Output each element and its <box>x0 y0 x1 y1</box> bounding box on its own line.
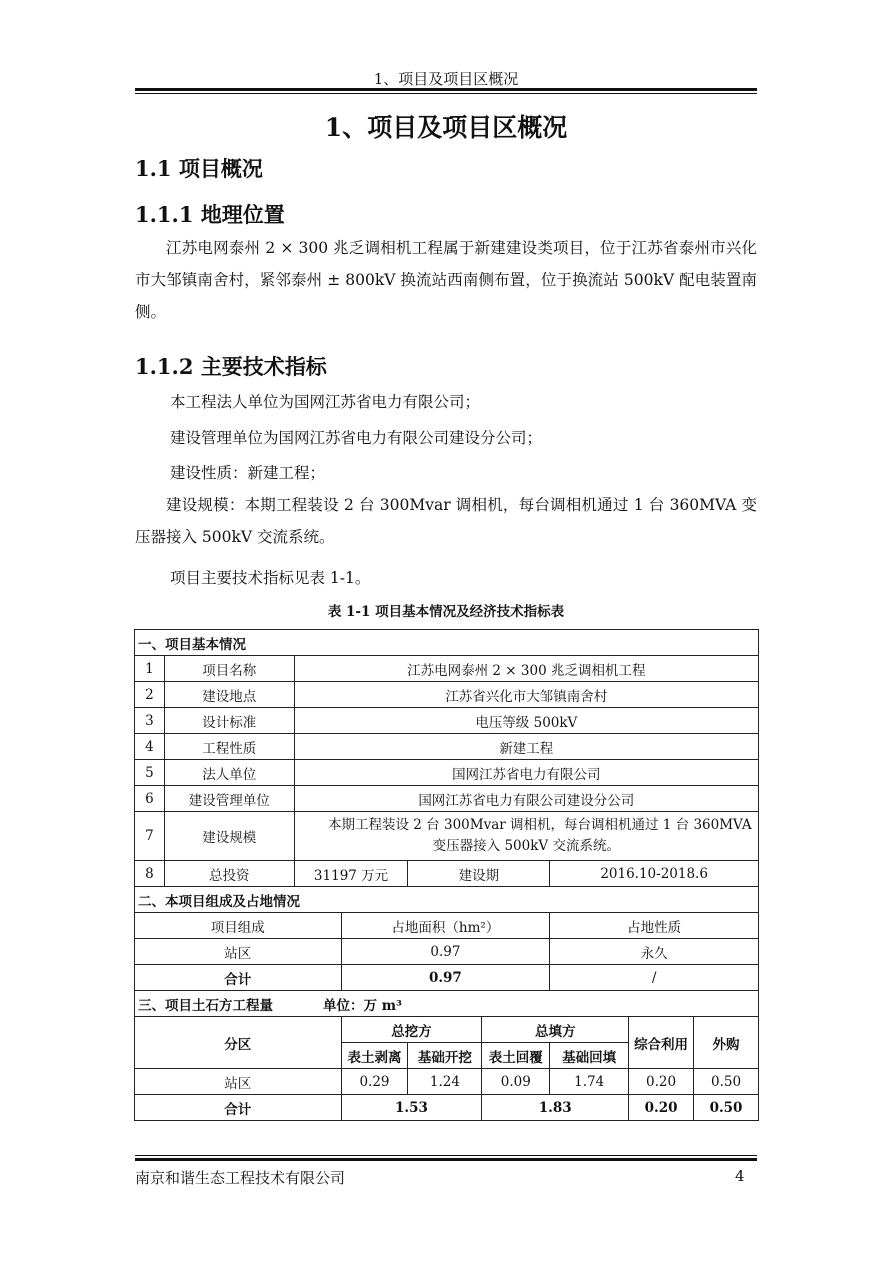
table-caption: 表 1-1 项目基本情况及经济技术指标表 <box>327 604 565 620</box>
base-dig-header: 基础开挖 <box>408 1043 482 1069</box>
location-paragraph: 江苏电网泰州 2 × 300 兆乏调相机工程属于新建建设类项目，位于江苏省泰州市兴化市大邹镇南舍村，紧邻泰州 ± 800kV 换流站西南侧布置，位于换流站 500kV 配电装置南侧。 <box>135 239 757 321</box>
earth-cell: 0.20 <box>629 1069 694 1095</box>
row-no: 4 <box>135 734 165 760</box>
row-no: 1 <box>135 656 165 682</box>
section-land-use: 二、本项目组成及占地情况 <box>135 887 759 913</box>
row-no: 7 <box>135 812 165 861</box>
earth-cell: 0.29 <box>341 1069 408 1095</box>
heading-1-1-1: 1.1.1 地理位置 <box>135 202 285 227</box>
earthwork-unit: 单位：万 m³ <box>323 997 402 1014</box>
project-indicator-table <box>134 629 759 1121</box>
land-total-label: 合计 <box>135 965 342 991</box>
table-row <box>135 682 759 708</box>
land-header-area: 占地面积（hm²） <box>341 913 550 939</box>
row-value: 新建工程 <box>294 734 758 760</box>
row-label: 建设管理单位 <box>164 786 294 812</box>
table-row <box>135 760 759 786</box>
row-no: 5 <box>135 760 165 786</box>
row-value: 江苏省兴化市大邹镇南舍村 <box>294 682 758 708</box>
earth-cell: 0.50 <box>694 1069 759 1095</box>
table-row <box>135 939 759 965</box>
period-label: 建设期 <box>408 861 550 887</box>
excavate-header: 总挖方 <box>341 1017 482 1043</box>
row-value: 电压等级 500kV <box>294 708 758 734</box>
footer-rule-thick <box>135 1158 757 1161</box>
earth-header-row <box>135 1017 759 1043</box>
table-row <box>135 786 759 812</box>
earth-total-purchase: 0.50 <box>694 1095 759 1121</box>
nature-line: 建设性质：新建工程； <box>170 464 326 482</box>
earth-cell: 1.24 <box>408 1069 482 1095</box>
table-row <box>135 812 759 861</box>
section-earthwork <box>135 991 759 1017</box>
table-reference-line: 项目主要技术指标见表 1-1。 <box>170 569 371 587</box>
investment-value: 31197 万元 <box>294 861 408 887</box>
land-header-row <box>135 913 759 939</box>
earth-cell: 1.74 <box>550 1069 629 1095</box>
fill-header: 总填方 <box>482 1017 629 1043</box>
table-row <box>135 861 759 887</box>
earth-cell: 0.09 <box>482 1069 550 1095</box>
earth-total-excavate: 1.53 <box>341 1095 482 1121</box>
row-no: 8 <box>135 861 165 887</box>
row-value: 国网江苏省电力有限公司 <box>294 760 758 786</box>
row-no: 3 <box>135 708 165 734</box>
row-label: 建设地点 <box>164 682 294 708</box>
row-label: 项目名称 <box>164 656 294 682</box>
row-label: 工程性质 <box>164 734 294 760</box>
earth-total-reuse: 0.20 <box>629 1095 694 1121</box>
land-cell: 永久 <box>550 939 759 965</box>
row-label: 法人单位 <box>164 760 294 786</box>
zone-header: 分区 <box>135 1017 342 1069</box>
section-basic-info: 一、项目基本情况 <box>135 630 759 656</box>
footer-company: 南京和谐生态工程技术有限公司 <box>135 1169 346 1187</box>
heading-1-1: 1.1 项目概况 <box>135 156 263 181</box>
table-row <box>135 1069 759 1095</box>
land-header-type: 占地性质 <box>550 913 759 939</box>
table-row <box>135 656 759 682</box>
table-row <box>135 708 759 734</box>
row-label: 建设规模 <box>164 812 294 861</box>
legal-entity-line: 本工程法人单位为国网江苏省电力有限公司； <box>170 393 481 411</box>
scale-paragraph: 建设规模：本期工程装设 2 台 300Mvar 调相机，每台调相机通过 1 台 360MVA 变压器接入 500kV 交流系统。 <box>135 496 757 546</box>
scale-text: 本期工程装设 2 台 300Mvar 调相机，每台调相机通过 1 台 360MVA 变压器接入 500kV 交流系统。 <box>328 817 752 854</box>
earthwork-title: 三、项目土石方工程量 <box>138 997 273 1014</box>
earth-total-fill: 1.83 <box>482 1095 629 1121</box>
row-no: 2 <box>135 682 165 708</box>
header-rule <box>135 88 757 91</box>
table-row <box>135 734 759 760</box>
earth-total-label: 合计 <box>135 1095 342 1121</box>
period-value: 2016.10-2018.6 <box>550 861 759 887</box>
page-number: 4 <box>735 1167 745 1185</box>
land-total-type: / <box>550 965 759 991</box>
table-row <box>135 1095 759 1121</box>
topsoil-cover-header: 表土回覆 <box>482 1043 550 1069</box>
running-header: 1、项目及项目区概况 <box>373 70 519 88</box>
purchase-header: 外购 <box>694 1017 759 1069</box>
page-title: 1、项目及项目区概况 <box>324 113 568 142</box>
table-row <box>135 965 759 991</box>
row-value <box>294 812 758 861</box>
heading-1-1-2: 1.1.2 主要技术指标 <box>135 354 327 379</box>
land-total-area: 0.97 <box>341 965 550 991</box>
topsoil-strip-header: 表土剥离 <box>341 1043 408 1069</box>
land-header-component: 项目组成 <box>135 913 342 939</box>
land-cell: 0.97 <box>341 939 550 965</box>
management-unit-line: 建设管理单位为国网江苏省电力有限公司建设分公司； <box>170 429 543 447</box>
row-value: 江苏电网泰州 2 × 300 兆乏调相机工程 <box>294 656 758 682</box>
base-fill-header: 基础回填 <box>550 1043 629 1069</box>
row-value: 国网江苏省电力有限公司建设分公司 <box>294 786 758 812</box>
header-rule-thin <box>135 93 757 94</box>
land-cell: 站区 <box>135 939 342 965</box>
earth-zone: 站区 <box>135 1069 342 1095</box>
row-label: 总投资 <box>164 861 294 887</box>
reuse-header: 综合利用 <box>629 1017 694 1069</box>
row-label: 设计标准 <box>164 708 294 734</box>
footer-rule <box>135 1155 757 1156</box>
row-no: 6 <box>135 786 165 812</box>
